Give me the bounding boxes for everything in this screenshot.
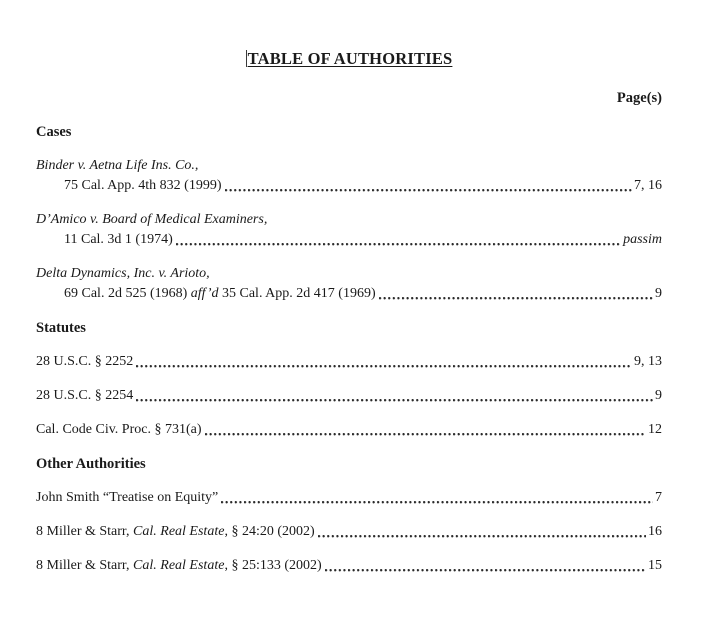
toa-entry [36,556,662,576]
citation-text [36,352,133,372]
citation-text [36,488,218,508]
dot-leader [136,399,653,402]
citation-text [36,420,202,440]
citation-line [36,352,662,372]
citation-text [36,556,322,576]
page-reference: 9 [655,388,662,403]
citation-text [36,386,133,406]
toa-entry [36,488,662,508]
text-segment: aff’d [190,286,219,301]
citation-text [64,284,376,304]
dot-leader [221,501,653,504]
text-segment: 28 U.S.C. § 2254 [36,388,134,403]
text-segment: 8 Miller & Starr, [36,524,134,539]
page-reference: 15 [648,558,662,573]
citation-line [36,176,662,196]
page-reference: 9 [655,286,662,301]
page-reference: 7, 16 [634,178,662,193]
page-reference: passim [623,232,662,247]
toa-entry [36,386,662,406]
toa-entry [36,156,662,196]
toa-entry [36,420,662,440]
toa-section [36,454,662,576]
citation-line [36,284,662,304]
dot-leader [205,433,646,436]
text-segment: Cal. Real Estate [133,558,225,573]
text-cursor-caret [246,50,247,67]
page-reference: 12 [648,422,662,437]
dot-leader [325,569,646,572]
citation-text [64,230,173,250]
case-name-line [36,210,662,230]
toa-entry [36,352,662,372]
page-reference: 9, 13 [634,354,662,369]
dot-leader [225,189,633,192]
citation-line [36,420,662,440]
text-segment: 11 Cal. 3d 1 (1974) [64,232,173,247]
citation-line [36,386,662,406]
dot-leader [136,365,632,368]
section-heading: Other Authorities [36,456,146,472]
dot-leader [318,535,646,538]
text-segment: D’Amico v. Board of Medical Examiners, [36,212,268,227]
text-segment: Delta Dynamics, Inc. v. Arioto, [36,266,210,281]
citation-text [36,522,315,542]
text-segment: , § 24:20 (2002) [224,524,315,539]
page-column-header: Page(s) [616,90,662,106]
text-segment: , § 25:133 (2002) [224,558,322,573]
toa-section [36,122,662,304]
citation-line [36,556,662,576]
text-segment: Cal. Code Civ. Proc. § 731(a) [36,422,202,437]
citation-line [36,488,662,508]
text-segment: 69 Cal. 2d 525 (1968) [64,286,191,301]
title-row [36,48,662,72]
page-reference: 16 [648,524,662,539]
text-segment: John Smith “Treatise on Equity” [36,490,219,505]
citation-line [36,230,662,250]
text-segment: Binder v. Aetna Life Ins. Co., [36,158,199,173]
citation-text [64,176,222,196]
page-reference: 7 [655,490,662,505]
case-name-line [36,264,662,284]
text-segment: 28 U.S.C. § 2252 [36,354,134,369]
toa-entry [36,264,662,304]
dot-leader [379,297,653,300]
text-segment: 75 Cal. App. 4th 832 (1999) [64,178,222,193]
text-segment: 8 Miller & Starr, [36,558,134,573]
toa-entry [36,210,662,250]
section-heading: Cases [36,124,72,140]
toa-section [36,318,662,440]
toa-entry [36,522,662,542]
text-segment: 35 Cal. App. 2d 417 (1969) [218,286,376,301]
toa-sections [36,122,662,576]
section-heading: Statutes [36,320,86,336]
dot-leader [176,243,621,246]
citation-line [36,522,662,542]
text-segment: Cal. Real Estate [133,524,225,539]
case-name-line [36,156,662,176]
document-title: TABLE OF AUTHORITIES [247,49,453,68]
